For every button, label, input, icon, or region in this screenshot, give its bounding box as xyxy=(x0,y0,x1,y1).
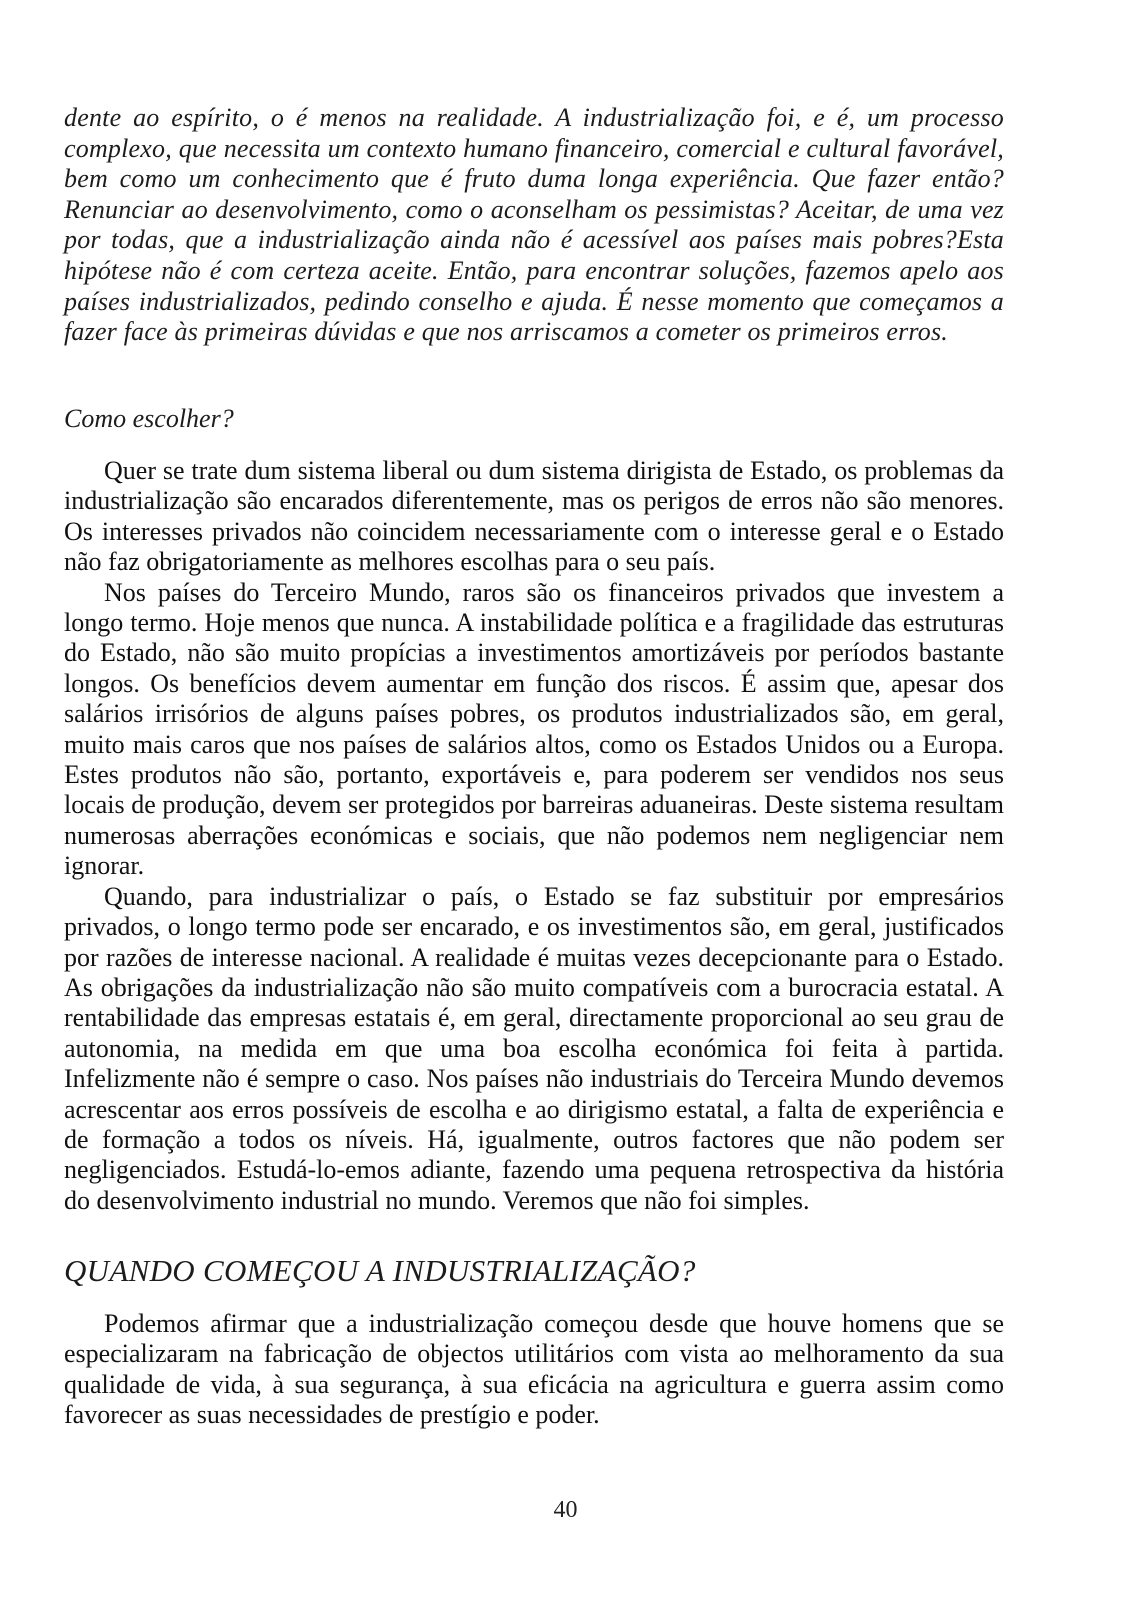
paragraph-1: Quer se trate dum sistema liberal ou dum sistema dirigista de Estado, os problemas da industrialização são encarados diferentemente, mas os perigos de erros não são menores. Os interesses privados não coincidem necessariamente com o interesse geral e o Estado não faz obrigatoriamente as melhores escolhas para o seu país. xyxy=(64,456,1004,577)
page-number: 40 xyxy=(553,1497,578,1523)
paragraph-3: Quando, para industrializar o país, o Estado se faz substituir por empresários privados, o longo termo pode ser encarado, e os investimentos são, em geral, justificados por razões de interesse nacional. A realidade é muitas vezes decepcionante para o Estado. As obrigações da industrialização não são muito compatíveis com a burocracia estatal. A rentabilidade das empresas estatais é, em geral, directamente proporcional ao seu grau de autonomia, na medida em que uma boa escolha económica foi feita à partida. Infelizmente não é sempre o caso. Nos países não industriais do Terceira Mundo devemos acrescentar aos erros possíveis de escolha e ao dirigismo estatal, a falta de experiência e de formação a todos os níveis. Há, igualmente, outros factores que não podem ser negligenciados. Estudá-lo-emos adiante, fazendo uma pequena retrospectiva da história do desenvolvimento industrial no mundo. Veremos que não foi simples. xyxy=(64,881,1004,1215)
section-heading: QUANDO COMEÇOU A INDUSTRIALIZAÇÃO? xyxy=(64,1253,696,1288)
final-text xyxy=(64,1309,1004,1431)
final-paragraph: Podemos afirmar que a industrialização começou desde que houve homens que se especializaram na fabricação de objectos utilitários com vista ao melhoramento da sua qualidade de vida, à sua segurança, à sua eficácia na agricultura e guerra assim como favorecer as suas necessidades de prestígio e poder. xyxy=(64,1309,1004,1430)
subheading-como-escolher: Como escolher? xyxy=(64,404,234,433)
paragraph-2: Nos países do Terceiro Mundo, raros são os financeiros privados que investem a longo termo. Hoje menos que nunca. A instabilidade política e a fragilidade das estruturas do Estado, não são muito propícias a investimentos amortizáveis por períodos bastante longos. Os benefícios devem aumentar em função dos riscos. É assim que, apesar dos salários irrisórios de alguns países pobres, os produtos industrializados são, em geral, muito mais caros que nos países de salários altos, como os Estados Unidos ou a Europa. Estes produtos não são, portanto, exportáveis e, para poderem ser vendidos nos seus locais de produção, devem ser protegidos por barreiras aduaneiras. Deste sistema resultam numerosas aberrações económicas e sociais, que não podemos nem negligenciar nem ignorar. xyxy=(64,577,1004,881)
intro-italic-paragraph: dente ao espírito, o é menos na realidade. A industrialização foi, e é, um processo complexo, que necessita um contexto humano financeiro, comercial e cultural favorável, bem como um conhecimento que é fruto duma longa experiência. Que fazer então? Renunciar ao desenvolvimento, como o aconselham os pessimistas? Aceitar, de uma vez por todas, que a industrialização ainda não é acessível aos países mais pobres?Esta hipótese não é com certeza aceite. Então, para encontrar soluções, fazemos apelo aos países industrializados, pedindo conselho e ajuda. É nesse momento que começamos a fazer face às primeiras dúvidas e que nos arriscamos a cometer os primeiros erros. xyxy=(64,103,1004,347)
body-text xyxy=(64,456,1004,1216)
